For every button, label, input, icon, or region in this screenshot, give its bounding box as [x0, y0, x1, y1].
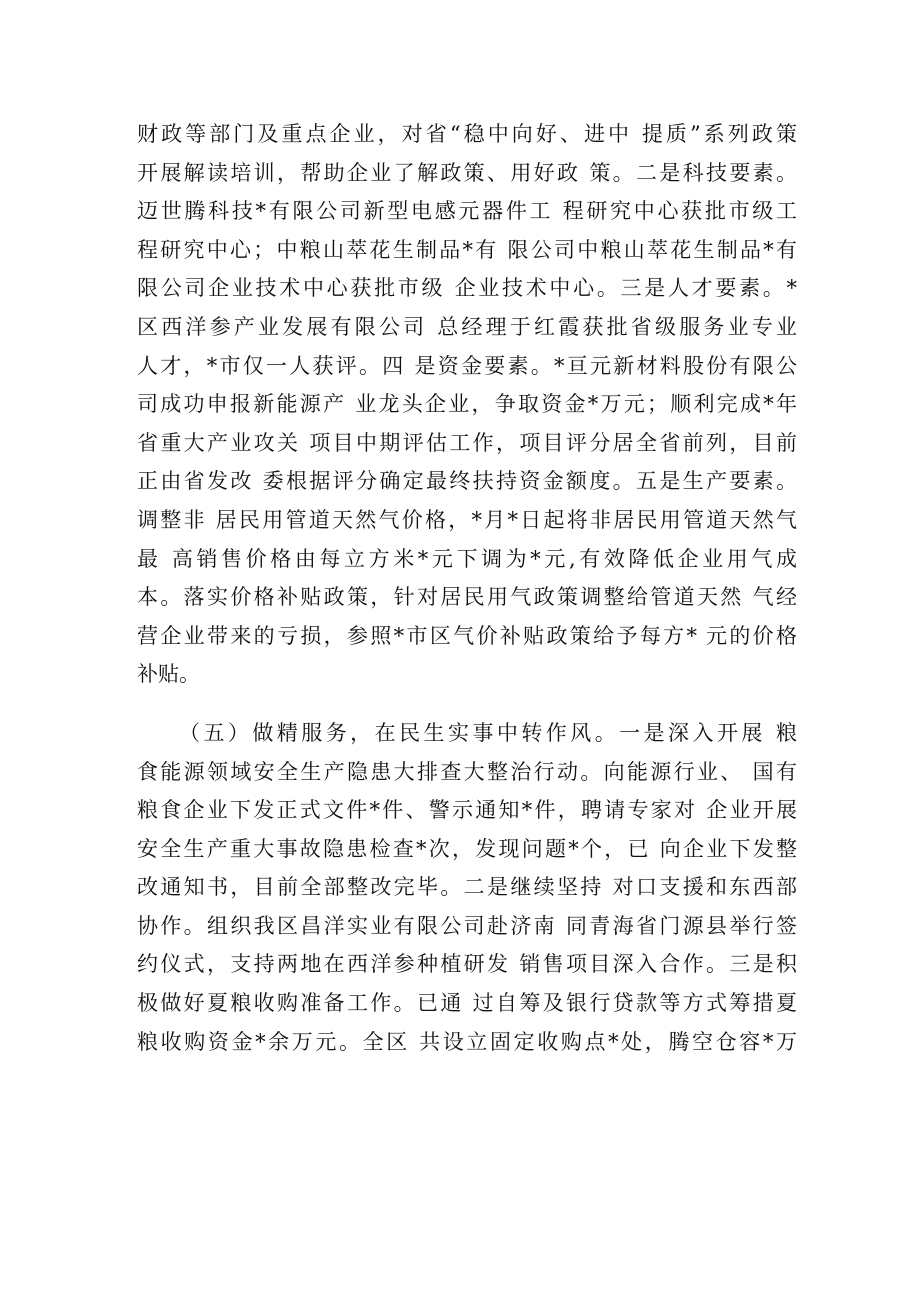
text-line: 改通知书，目前全部整改完毕。二是继续坚持 对口支援和东西部 [137, 875, 797, 900]
text-line: 协作。组织我区昌洋实业有限公司赴济南 同青海省门源县举行签 [137, 913, 797, 938]
text-line: 安全生产重大事故隐患检查*次，发现问题*个，已 向企业下发整 [137, 836, 797, 861]
text-line-paragraph-end: 补贴。 [137, 662, 200, 687]
text-line: 司成功申报新能源产 业龙头企业，争取资金*万元；顺利完成*年 [137, 392, 797, 417]
text-line: 粮食企业下发正式文件*件、警示通知*件，聘请专家对 企业开展 [137, 798, 797, 823]
text-line: 正由省发改 委根据评分确定最终扶持资金额度。五是生产要素。 [137, 469, 797, 494]
text-line: 程研究中心；中粮山萃花生制品*有 限公司中粮山萃花生制品*有 [137, 237, 797, 262]
text-line: 营企业带来的亏损，参照*市区气价补贴政策给予每方* 元的价格 [137, 623, 797, 648]
text-line: 调整非 居民用管道天然气价格，*月*日起将非居民用管道天然气 [137, 507, 797, 532]
text-line: 限公司企业技术中心获批市级 企业技术中心。三是人才要素。* [137, 276, 797, 301]
body-text [137, 115, 797, 1061]
text-line-first-indented: （五）做精服务，在民生实事中转作风。一是深入开展 粮 [179, 720, 797, 745]
text-line: 最 高销售价格由每立方米*元下调为*元,有效降低企业用气成 [137, 546, 797, 571]
text-line: 本。落实价格补贴政策，针对居民用气政策调整给管道天然 气经 [137, 585, 797, 610]
text-line: 区西洋参产业发展有限公司 总经理于红霞获批省级服务业专业 [137, 314, 797, 339]
text-line: 迈世腾科技*有限公司新型电感元器件工 程研究中心获批市级工 [137, 199, 797, 224]
text-line: 财政等部门及重点企业，对省“稳中向好、进中 提质”系列政策 [137, 122, 797, 146]
paragraph-spacing [137, 694, 797, 714]
paragraph-1 [137, 115, 797, 694]
text-line: 粮收购资金*余万元。全区 共设立固定收购点*处，腾空仓容*万 [137, 1029, 797, 1054]
text-line: 食能源领域安全生产隐患大排查大整治行动。向能源行业、 国有 [137, 759, 797, 784]
text-line: 省重大产业攻关 项目中期评估工作，项目评分居全省前列，目前 [137, 430, 797, 455]
paragraph-2 [137, 714, 797, 1061]
text-line: 开展解读培训，帮助企业了解政策、用好政 策。二是科技要素。 [137, 160, 797, 185]
text-line: 人才，*市仅一人获评。四 是资金要素。*亘元新材料股份有限公 [137, 353, 797, 378]
text-line: 极做好夏粮收购准备工作。已通 过自筹及银行贷款等方式筹措夏 [137, 991, 797, 1016]
text-line: 约仪式，支持两地在西洋参种植研发 销售项目深入合作。三是积 [137, 952, 797, 977]
